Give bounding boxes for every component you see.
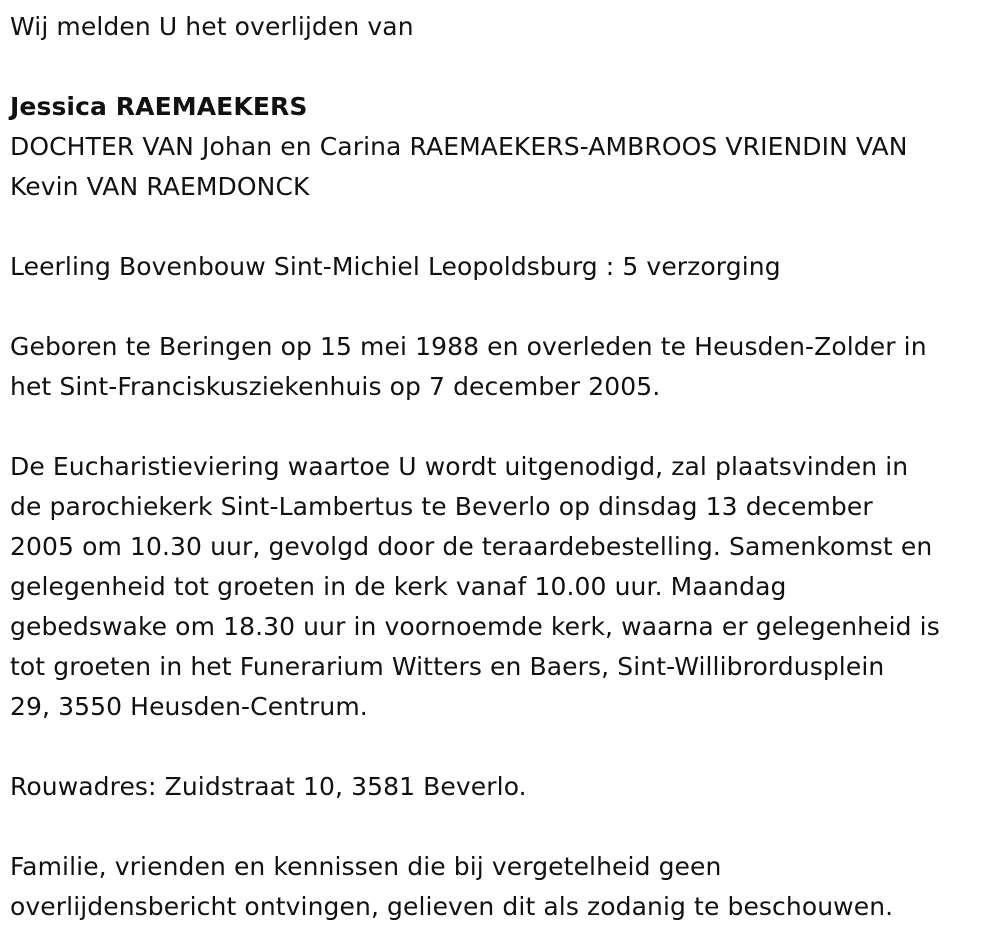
deceased-name: Jessica RAEMAEKERS xyxy=(10,92,308,121)
ceremony-line: tot groeten in het Funerarium Witters en Baers, Sint-Willibrordusplein xyxy=(10,652,885,681)
closing-line: Familie, vrienden en kennissen die bij vergetelheid geen xyxy=(10,852,722,881)
ceremony-line: gebedswake om 18.30 uur in voornoemde kerk, waarna er gelegenheid is xyxy=(10,612,940,641)
closing-line: overlijdensbericht ontvingen, gelieven dit als zodanig te beschouwen. xyxy=(10,892,894,921)
birth-death-line: het Sint-Franciskusziekenhuis op 7 december 2005. xyxy=(10,372,661,401)
intro-text: Wij melden U het overlijden van xyxy=(10,12,414,41)
mourning-address: Rouwadres: Zuidstraat 10, 3581 Beverlo. xyxy=(10,772,527,801)
ceremony-line: 2005 om 10.30 uur, gevolgd door de teraardebestelling. Samenkomst en xyxy=(10,532,933,561)
relation-line: DOCHTER VAN Johan en Carina RAEMAEKERS-AMBROOS VRIENDIN VAN xyxy=(10,132,908,161)
school-text: Leerling Bovenbouw Sint-Michiel Leopoldsburg : 5 verzorging xyxy=(10,252,781,281)
ceremony-paragraph xyxy=(10,447,990,727)
ceremony-line: de parochiekerk Sint-Lambertus te Beverlo op dinsdag 13 december xyxy=(10,492,873,521)
ceremony-line: gelegenheid tot groeten in de kerk vanaf 10.00 uur. Maandag xyxy=(10,572,787,601)
birth-death-paragraph xyxy=(10,327,990,407)
relation-paragraph xyxy=(10,127,990,207)
ceremony-line: De Eucharistieviering waartoe U wordt uitgenodigd, zal plaatsvinden in xyxy=(10,452,909,481)
closing-paragraph xyxy=(10,847,990,927)
relation-line: Kevin VAN RAEMDONCK xyxy=(10,172,310,201)
ceremony-line: 29, 3550 Heusden-Centrum. xyxy=(10,692,368,721)
birth-death-line: Geboren te Beringen op 15 mei 1988 en overleden te Heusden-Zolder in xyxy=(10,332,927,361)
